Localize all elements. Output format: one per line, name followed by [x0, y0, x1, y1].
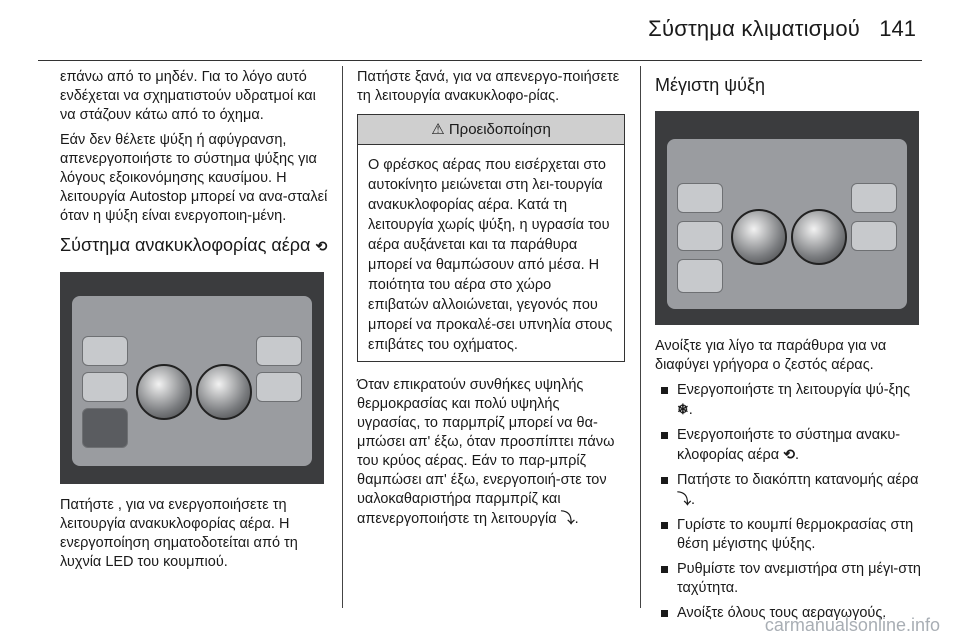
recirculation-icon: ⟲: [783, 446, 795, 462]
column-divider-2: [640, 66, 641, 608]
list-item: Ρυθμίστε τον ανεμιστήρα στη μέγι-στη ταχύτητα.: [655, 560, 923, 598]
warning-icon: ⚠: [431, 121, 445, 138]
paragraph: Όταν επικρατούν συνθήκες υψηλής θερμοκρασίας και πολύ υψηλής υγρασίας, το παρμπρίζ μπορεί να θα-μπώσει απ' έξω, όταν προσπίπτει πάνω του κρύος αέρας. Εάν το παρ-μπρίζ θαμπώσει απ' έξω, ενεργοποιή-στε τον υαλοκαθαριστήρα παρμπρίζ και απενεργοποιήστε τη λειτουργία ⤵.: [357, 377, 615, 527]
section-title-max-cooling: Μέγιστη ψύξη: [655, 75, 765, 95]
list-item: Ενεργοποιήστε το σύστημα ανακυ-κλοφορίας αέρα ⟲.: [655, 426, 923, 465]
paragraph: Πατήστε ξανά, για να απενεργο-ποιήσετε τη λειτουργία ανακυκλοφο-ρίας.: [357, 69, 620, 104]
climate-panel-photo-1: [60, 272, 324, 484]
air-distribution-icon: ⤵: [677, 491, 691, 507]
list-item: Γυρίστε το κουμπί θερμοκρασίας στη θέση μέγιστης ψύξης.: [655, 516, 923, 554]
column-1: [60, 68, 328, 578]
watermark: carmanualsonline.info: [764, 615, 940, 635]
header-divider: [38, 60, 922, 61]
page-header: [0, 0, 960, 62]
column-2: [357, 68, 625, 535]
paragraph: Εάν δεν θέλετε ψύξη ή αφύγρανση, απενεργοποιήστε το σύστημα ψύξης για λόγους εξοικονόμησης καυσίμου. Η λειτουργία Autostop μπορεί να ανα-σταλεί όταν η ψύξη είναι ενεργοποιη-μένη.: [60, 132, 328, 224]
warning-header: ⚠ Προειδοποίηση: [358, 115, 624, 145]
caption: Πατήστε , για να ενεργοποιήσετε τη λειτουργία ανακυκλοφορίας αέρα. Η ενεργοποίηση σηματοδοτείται από τη λυχνία LED του κουμπιού.: [60, 497, 298, 570]
climate-panel-photo-2: [655, 111, 919, 325]
air-distribution-icon: ⤵: [560, 510, 575, 526]
recirculation-icon: ⟲: [315, 238, 328, 254]
paragraph: Ανοίξτε για λίγο τα παράθυρα για να διαφύγει γρήγορα ο ζεστός αέρας.: [655, 338, 887, 373]
warning-text: Ο φρέσκος αέρας που εισέρχεται στο αυτοκίνητο μειώνεται στη λει-τουργία ανακυκλοφορίας αέρα. Κατά τη λειτουργία χωρίς ψύξη, η υγρασία του αέρα αυξάνεται και τα παράθυρα μπορεί να θαμπώσουν από μέσα. Η ποιότητα του αέρα στο χώρο επιβατών αλλοιώνεται, γεγονός που μπορεί να προκαλέ-σει υπνηλία στους επιβάτες του οχήματος.: [368, 157, 613, 353]
warning-box: [357, 114, 625, 362]
column-3: [655, 68, 923, 629]
list-item: Πατήστε το διακόπτη κατανομής αέρα ⤵.: [655, 471, 923, 510]
page-title: Σύστημα κλιματισμού: [648, 16, 860, 41]
paragraph: επάνω από το μηδέν. Για το λόγο αυτό ενδέχεται να σχηματιστούν υδρατμοί και να στάζουν κάτω από το όχημα.: [60, 69, 316, 123]
section-title-recirculation: Σύστημα ανακυκλοφορίας αέρα ⟲: [60, 235, 328, 255]
page-number: 141: [879, 16, 916, 41]
bullet-list: [655, 381, 923, 623]
list-item: Ενεργοποιήστε τη λειτουργία ψύ-ξης ❄.: [655, 381, 923, 420]
list-item: Ανοίξτε όλους τους αεραγωγούς.: [655, 604, 923, 623]
column-divider-1: [342, 66, 343, 608]
snowflake-icon: ❄: [677, 401, 689, 417]
